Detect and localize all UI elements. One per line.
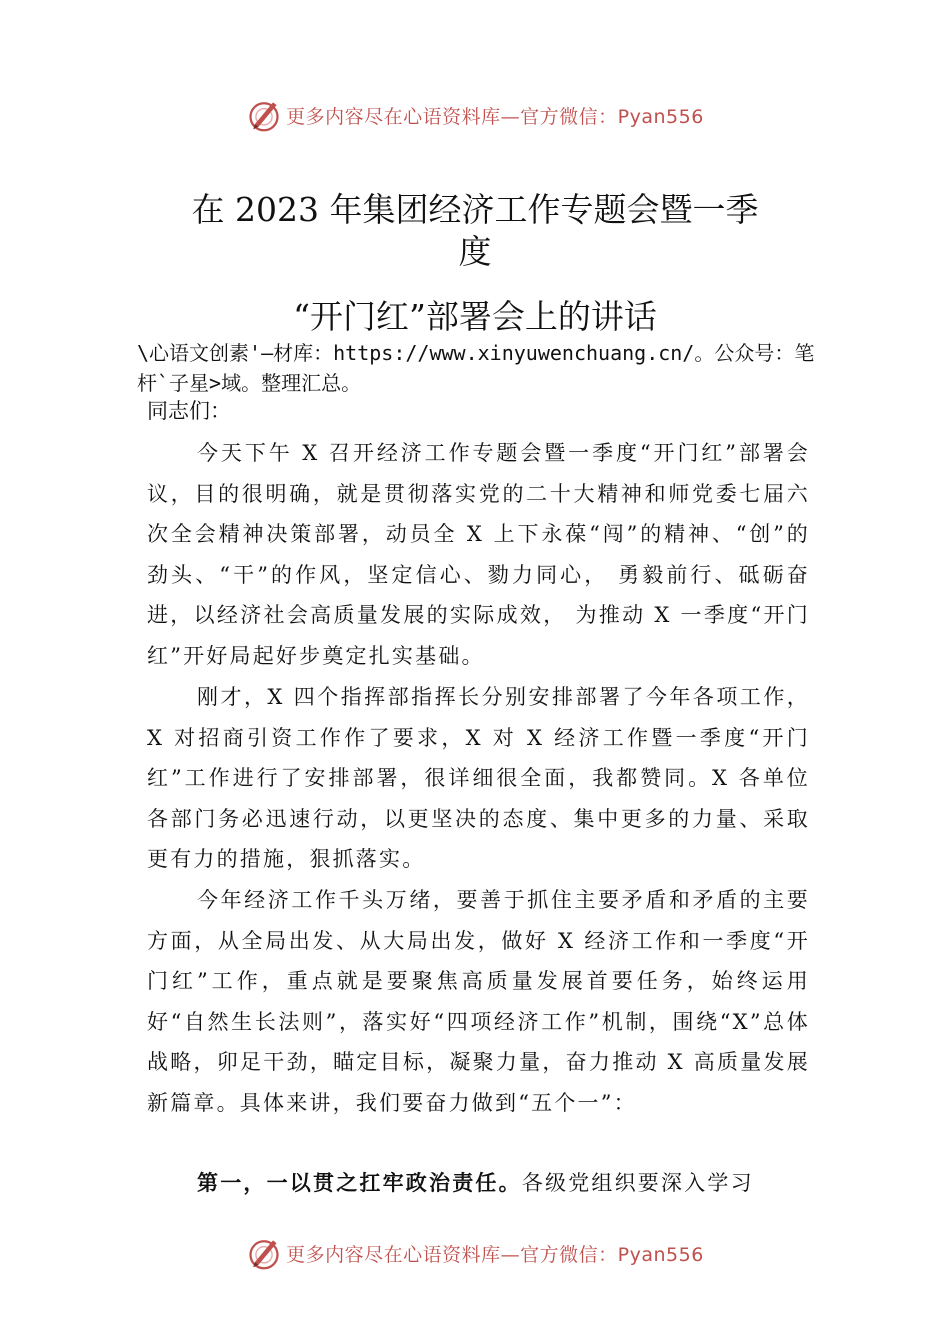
- wechat-id: Pyan556: [617, 105, 704, 128]
- body-paragraph-2: 刚才，X 四个指挥部指挥长分别安排部署了今年各项工作，X 对招商引资工作作了要求，X 对 X 经济工作暨一季度“开门红”工作进行了安排部署，很详细很全面，我都赞同。X 各单位各部门务必迅速行动，以更坚决的态度、集中更多的力量、采取更有力的措施，狠抓落实。: [147, 685, 810, 871]
- watermark-banner-bottom: [0, 1231, 950, 1275]
- pen-circle-logo-icon: [246, 1235, 282, 1271]
- wechat-id: Pyan556: [617, 1243, 704, 1266]
- pen-circle-logo-icon: [246, 97, 282, 133]
- watermark-text: 更多内容尽在心语资料库—官方微信：Pyan556: [286, 1243, 704, 1266]
- document-title-line-2: 度: [458, 232, 492, 271]
- section-text-first: 各级党组织要深入学习: [521, 1171, 754, 1195]
- section-heading-first: 第一，一以贯之扛牢政治责任。: [197, 1170, 522, 1195]
- watermark-banner-top: [0, 93, 950, 137]
- body-paragraph-3: 今年经济工作千头万绪，要善于抓住主要矛盾和矛盾的主要方面，从全局出发、从大局出发，做好 X 经济工作和一季度“开门红”工作，重点就是要聚焦高质量发展首要任务，始终运用好“自然生长法则”，落实好“四项经济工作”机制，围绕“X”总体战略，卯足干劲，瞄定目标，凝聚力量，奋力推动 X 高质量发展新篇章。具体来讲，我们要奋力做到“五个一”：: [147, 888, 810, 1115]
- body-paragraph-4: [147, 1163, 810, 1204]
- watermark-text: 更多内容尽在心语资料库—官方微信：Pyan556: [286, 105, 704, 128]
- source-note: \心语文创素'—材库：https://www.xinyuwenchuang.cn/。公众号：笔杆`子星>域。整理汇总。: [137, 341, 815, 395]
- document-title-line-1: 在 2023 年集团经济工作专题会暨一季: [191, 190, 759, 229]
- document-title-line-3: “开门红”部署会上的讲话: [293, 297, 657, 336]
- greeting: 同志们：: [147, 399, 231, 423]
- body-paragraph-1: 今天下午 X 召开经济工作专题会暨一季度“开门红”部署会议，目的很明确，就是贯彻落实党的二十大精神和师党委七届六次全会精神决策部署，动员全 X 上下永葆“闯”的精神、“创”的劲头、“干”的作风，坚定信心、勠力同心， 勇毅前行、砥砺奋进，以经济社会高质量发展的实际成效， 为推动 X 一季度“开门红”开好局起好步奠定扎实基础。: [147, 441, 810, 668]
